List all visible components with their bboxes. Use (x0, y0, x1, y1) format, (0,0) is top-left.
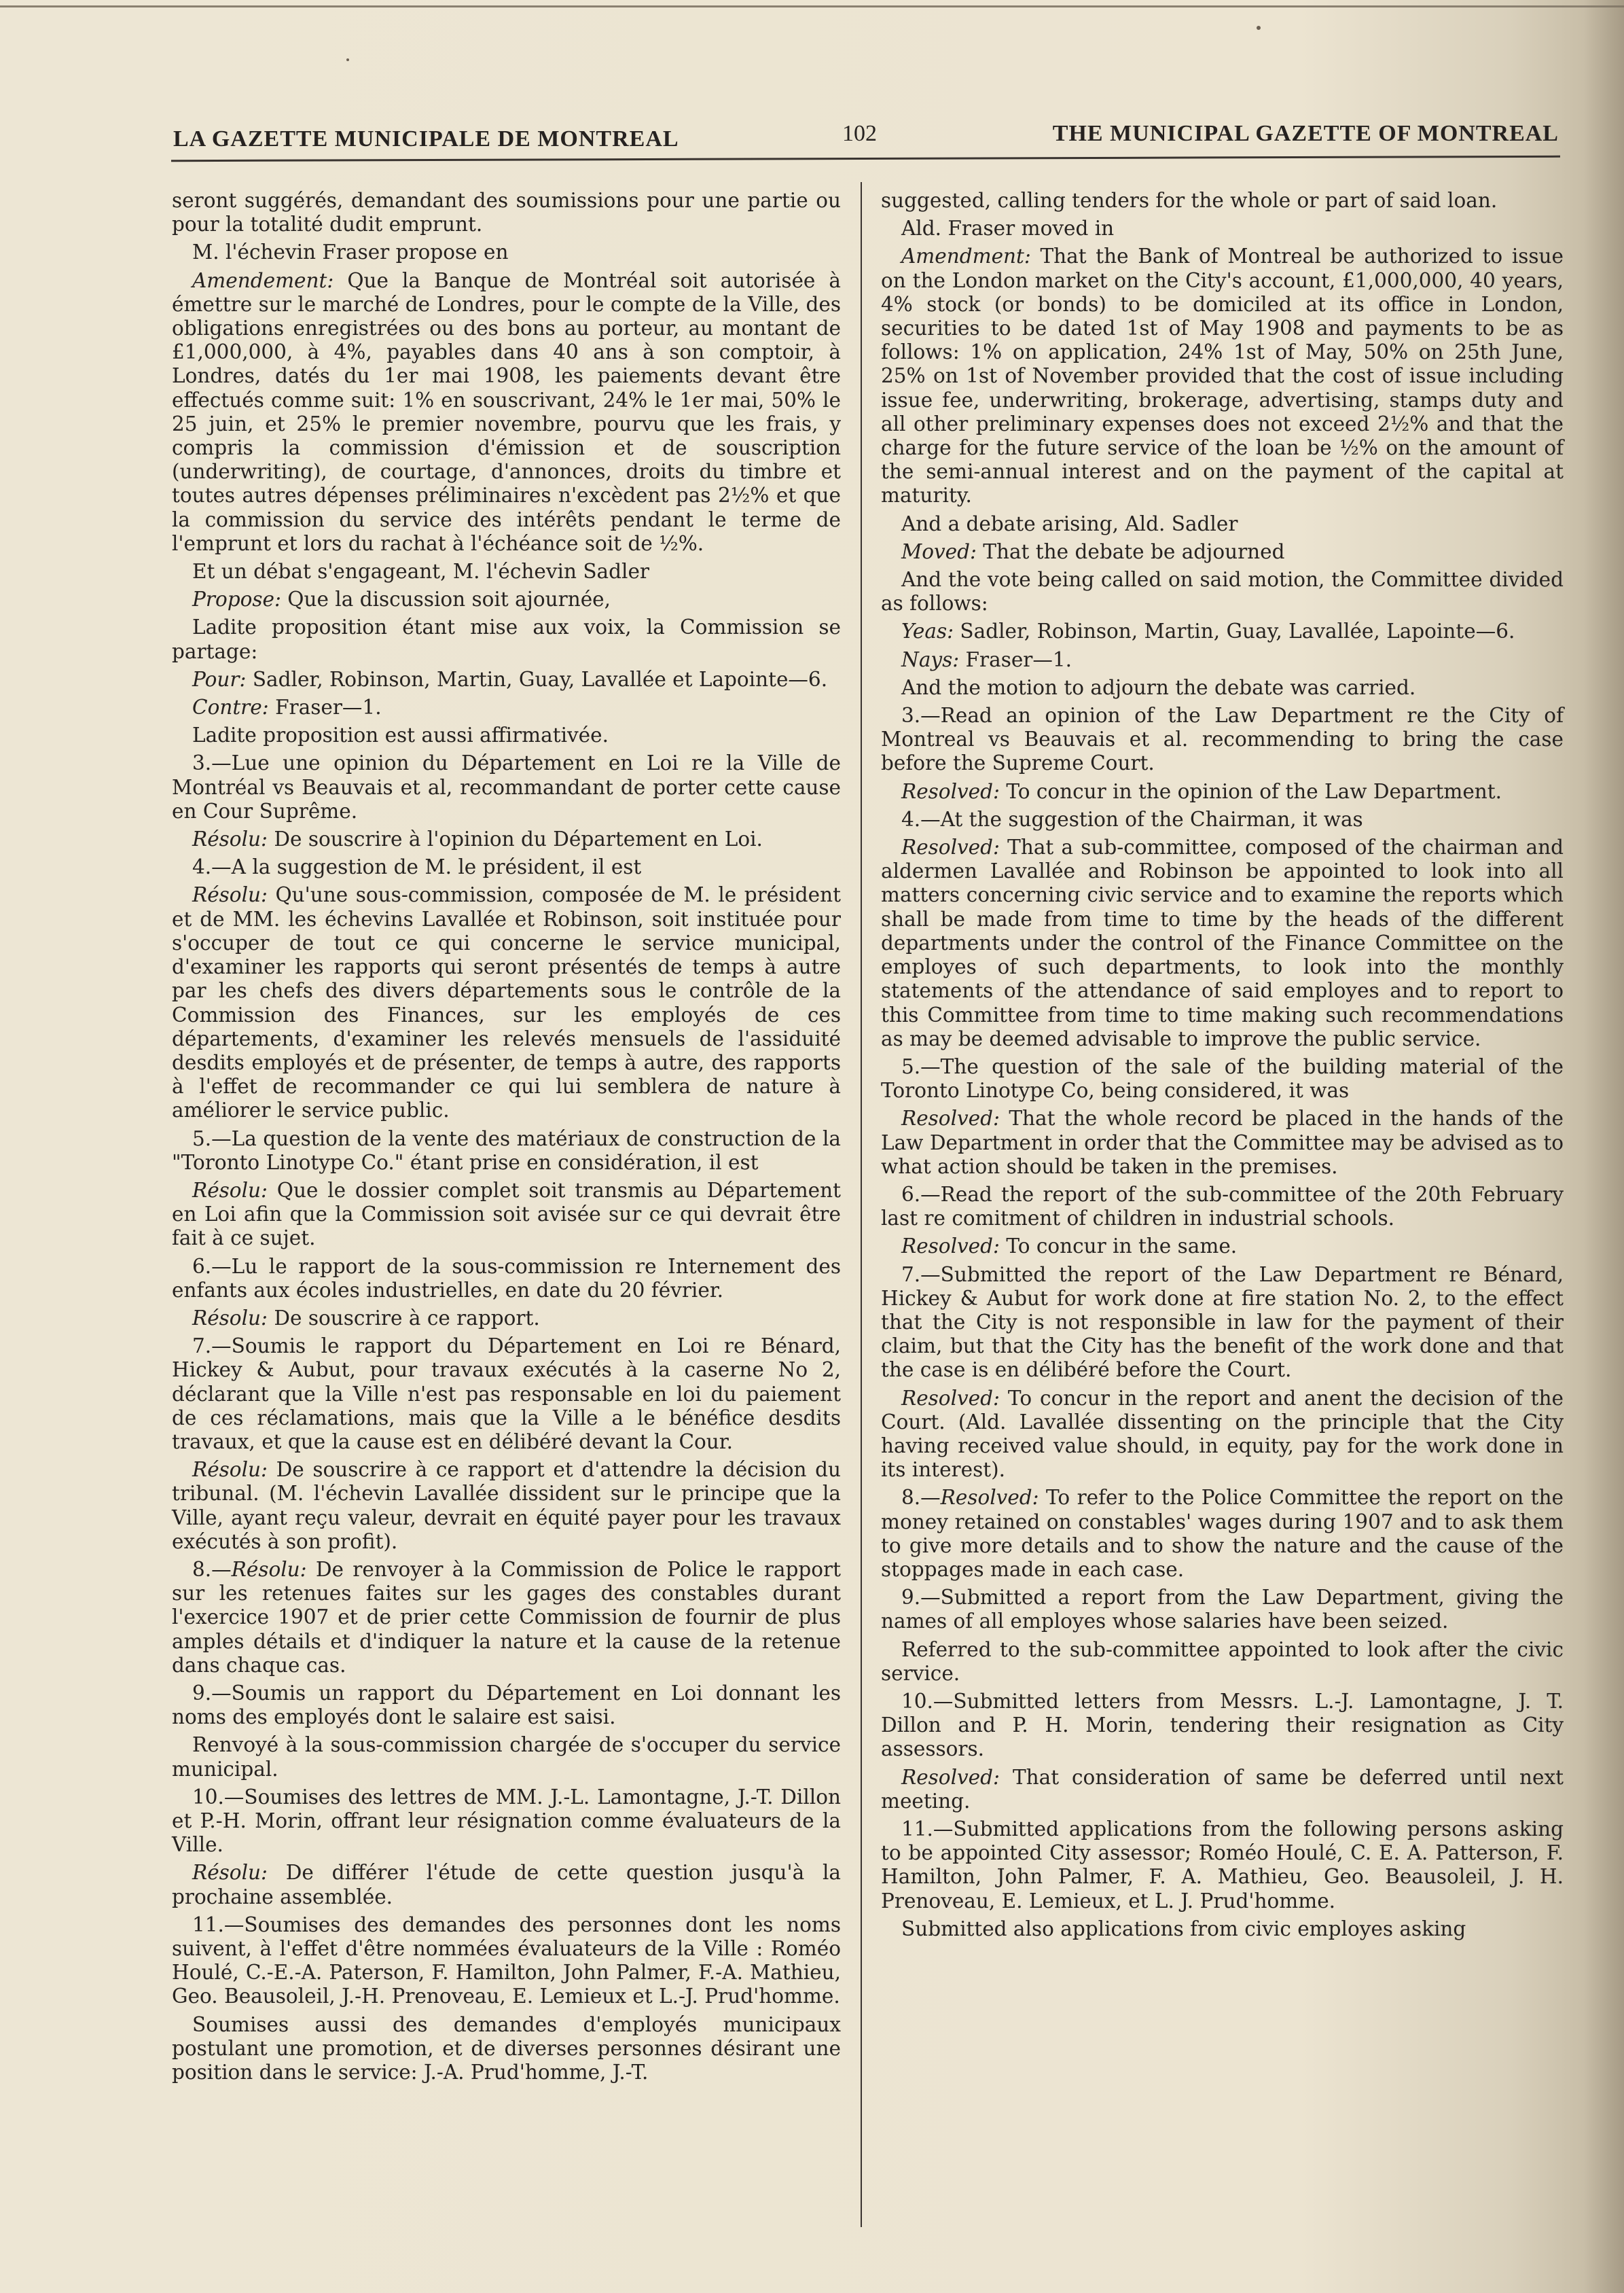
motion-label: Resolved: (901, 836, 1000, 859)
french-paragraph: Renvoyé à la sous-commission chargée de s'occuper du service municipal. (172, 1733, 841, 1781)
french-paragraph: Ladite proposition étant mise aux voix, la Commission se partage: (172, 616, 841, 663)
motion-label: Amendment: (901, 245, 1031, 268)
paragraph-text: De souscrire à ce rapport et d'attendre la décision du tribunal. (M. l'échevin Lavallée dissident sur le principe que la Ville, ayant reçu valeur, devrait en équité payer pour les travaux exécutés à son profit). (172, 1458, 841, 1553)
paragraph-text: To refer to the Police Committee the report on the money retained on constables' wages during 1907 and to ask them to give more details and to show the nature and the cause of the stoppages made in each case. (881, 1486, 1564, 1581)
english-paragraph (881, 1107, 1564, 1179)
paragraph-text: De souscrire à l'opinion du Département en Loi. (267, 828, 763, 851)
french-paragraph: 6.—Lu le rapport de la sous-commission re Internement des enfants aux écoles industrielles, en date du 20 février. (172, 1254, 841, 1302)
header-title-french: LA GAZETTE MUNICIPALE DE MONTREAL (173, 126, 679, 152)
english-paragraph: suggested, calling tenders for the whole or part of said loan. (881, 189, 1498, 212)
motion-label: Amendement: (192, 268, 334, 292)
paragraph-text: To concur in the report and anent the decision of the Court. (Ald. Lavallée dissenting on the principle that the City having received value should, in equity, pay for the work done in its interest). (881, 1386, 1564, 1482)
english-paragraph (881, 648, 1564, 672)
french-paragraph (172, 269, 841, 556)
motion-label: Résolu: (192, 1178, 268, 1202)
paragraph-text: Que le dossier complet soit transmis au Département en Loi afin que la Commission soit avisée sur ce qui devrait être fait à ce sujet. (172, 1178, 841, 1250)
column-divider (861, 182, 862, 2227)
english-paragraph (881, 245, 1564, 508)
english-paragraph: 3.—Read an opinion of the Law Department re the City of Montreal vs Beauvais et al. recommending to bring the case before the Supreme Court. (881, 704, 1564, 775)
paragraph-text: To concur in the opinion of the Law Department. (999, 779, 1502, 803)
french-paragraph (172, 1558, 841, 1677)
english-paragraph: 11.—Submitted applications from the following persons asking to be appointed City assessor; Roméo Houlé, C. E. A. Patterson, F. Hamilton, John Palmer, F. A. Mathieu, Geo. Beausoleil, J. H. Prenoveau, E. Lemieux, et L. J. Prud'homme. (881, 1817, 1564, 1913)
motion-label: Résolu: (192, 1458, 268, 1482)
paragraph-text: That a sub-committee, composed of the chairman and aldermen Lavallée and Robinson be appointed to look into all matters concerning civic service and to examine the reports which shall be made from time to time by the heads of the different departments under the control of the Finance Committee on the employes of such departments, to look into the monthly statements of the attendance of said employes and to report to this Committee from time to time making such recommendations as may be deemed advisable to improve the public service. (881, 836, 1564, 1050)
french-paragraph: Ladite proposition est aussi affirmativée. (192, 724, 609, 747)
french-paragraph: 9.—Soumis un rapport du Département en Loi donnant les noms des employés dont le salaire est saisi. (172, 1681, 841, 1729)
french-paragraph: 7.—Soumis le rapport du Département en Loi re Bénard, Hickey & Aubut, pour travaux exécutés à la caserne No 2, déclarant que la Ville n'est pas responsable en loi du paiement de ces réclamations, mais que la Ville a le bénéfice desdits travaux, et que la cause est en délibéré devant la Cour. (172, 1334, 841, 1453)
french-paragraph: 10.—Soumises des lettres de MM. J.-L. Lamontagne, J.-T. Dillon et P.-H. Morin, offrant leur résignation comme évaluateurs de la Ville. (172, 1785, 841, 1857)
french-paragraph (172, 588, 841, 611)
english-paragraph: 4.—At the suggestion of the Chairman, it was (901, 807, 1363, 831)
french-paragraph: seront suggérés, demandant des soumissions pour une partie ou pour la totalité dudit emprunt. (172, 189, 841, 236)
motion-label: Resolved: (901, 1765, 1000, 1789)
french-paragraph: Soumises aussi des demandes d'employés municipaux postulant une promotion, et de diverses personnes désirant une position dans le service: J.-A. Prud'homme, J.-T. (172, 2012, 841, 2084)
english-paragraph (881, 1766, 1564, 1813)
paragraph-text: That the Bank of Montreal be authorized to issue on the London market on the City's account, £1,000,000, 40 years, 4% stock (or bonds) to be domiciled at its office in London, securities to be dated 1st of May 1908 and payments to be as follows: 1% on application, 24% 1st of May, 50% on 25th June, 25% on 1st of November provided that the cost of issue including issue fee, underwriting, brokerage, advertising, stamps duty and all other preliminary expenses does not exceed 2½% and that the charge for the future service of the loan be ½% on the amount of the semi-annual interest and on the payment of the capital at maturity. (881, 245, 1564, 508)
english-paragraph: Referred to the sub-committee appointed to look after the civic service. (881, 1637, 1564, 1685)
french-paragraph (172, 668, 841, 692)
french-paragraph: 4.—A la suggestion de M. le président, il est (192, 855, 642, 879)
french-paragraph: 11.—Soumises des demandes des personnes dont les noms suivent, à l'effet d'être nommées évaluateurs de la Ville : Roméo Houlé, C.-E.-A. Paterson, F. Hamilton, John Palmer, F.-A. Mathieu, Geo. Beausoleil, J.-H. Prenoveau, E. Lemieux et L.-J. Prud'homme. (172, 1913, 841, 2008)
paragraph-text: De renvoyer à la Commission de Police le rapport sur les retenues faites sur les gages des constables durant l'exercice 1907 et de prier cette Commission de fournir de plus amples détails et d'indiquer la nature et la cause de la retenue dans chaque cas. (172, 1557, 841, 1677)
motion-label: Résolu: (192, 828, 268, 851)
french-column (172, 189, 841, 2088)
paragraph-text: De différer l'étude de cette question jusqu'à la prochaine assemblée. (172, 1861, 841, 1908)
paragraph-text: Sadler, Robinson, Martin, Guay, Lavallée, Lapointe—6. (954, 620, 1515, 643)
french-paragraph (172, 883, 841, 1122)
english-paragraph: 9.—Submitted a report from the Law Department, giving the names of all employes whose salaries have been seized. (881, 1586, 1564, 1633)
english-paragraph: Submitted also applications from civic employes asking (901, 1917, 1466, 1940)
motion-label: Résolu: (192, 883, 268, 907)
french-paragraph (172, 1179, 841, 1251)
english-paragraph: And a debate arising, Ald. Sadler (901, 512, 1238, 535)
motion-label: Résolu: (192, 1306, 268, 1330)
english-paragraph (881, 1234, 1564, 1258)
french-paragraph: Et un débat s'engageant, M. l'échevin Sadler (192, 560, 649, 584)
item-number: 8.— (192, 1557, 232, 1581)
french-paragraph (172, 1307, 841, 1330)
french-paragraph: M. l'échevin Fraser propose en (192, 241, 509, 264)
paragraph-text: Que la discussion soit ajournée, (281, 588, 611, 611)
english-paragraph (881, 1387, 1564, 1482)
motion-label: Résolu: (231, 1557, 307, 1581)
french-paragraph: 3.—Lue une opinion du Département en Loi re la Ville de Montréal vs Beauvais et al, recommandant de porter cette cause en Cour Suprême. (172, 751, 841, 823)
paragraph-text: De souscrire à ce rapport. (267, 1306, 540, 1330)
motion-label: Resolved: (940, 1486, 1039, 1510)
english-paragraph: Ald. Fraser moved in (901, 217, 1115, 241)
motion-label: Resolved: (901, 779, 1000, 803)
french-paragraph (172, 696, 841, 719)
english-paragraph: And the vote being called on said motion, the Committee divided as follows: (881, 568, 1564, 616)
english-paragraph (881, 620, 1564, 643)
english-paragraph: 7.—Submitted the report of the Law Department re Bénard, Hickey & Aubut for work done at fire station No. 2, to the effect that the City is not responsible in law for the payment of their claim, but that the City has the benefit of the work done and that the case is en délibéré before the Court. (881, 1262, 1564, 1382)
motion-label: Moved: (901, 539, 977, 563)
english-column (881, 189, 1564, 1945)
paragraph-text: Que la Banque de Montréal soit autorisée à émettre sur le marché de Londres, pour le compte de la Ville, des obligations enregistrées ou des bons au porteur, au montant de £1,000,000, à 4%, payables dans 40 ans à son comptoir, à Londres, datés du 1er mai 1908, les paiements devant être effectués comme suit: 1% en souscrivant, 24% le 1er mai, 50% le 25 juin, et 25% le premier novembre, pourvu que les frais, y compris la commission d'émission et de souscription (underwriting), de courtage, d'annonces, droits du timbre et toutes autres dépenses préliminaires n'excèdent pas 2½% et que la commission du service des intérêts pendant le terme de l'emprunt et lors du rachat à l'échéance soit de ½%. (172, 268, 841, 555)
paragraph-text: Sadler, Robinson, Martin, Guay, Lavallée et Lapointe—6. (246, 667, 828, 691)
motion-label: Résolu: (192, 1861, 268, 1885)
print-speck (1257, 26, 1261, 30)
english-paragraph: 5.—The question of the sale of the building material of the Toronto Linotype Co, being considered, it was (881, 1054, 1564, 1103)
paragraph-text: To concur in the same. (999, 1234, 1238, 1258)
print-speck (346, 58, 349, 61)
page-edge-shadow (1583, 0, 1624, 2293)
paragraph-text: Fraser—1. (268, 696, 382, 719)
english-paragraph (881, 540, 1564, 564)
english-paragraph (881, 1486, 1564, 1582)
english-paragraph (881, 780, 1564, 804)
motion-label: Resolved: (901, 1234, 1000, 1258)
paragraph-text: Fraser—1. (959, 647, 1072, 671)
french-paragraph (172, 1458, 841, 1554)
english-paragraph: 6.—Read the report of the sub-committee of the 20th February last re comitment of children in industrial schools. (881, 1182, 1564, 1230)
motion-label: Resolved: (901, 1107, 1000, 1131)
french-paragraph: 5.—La question de la vente des matériaux de construction de la "Toronto Linotype Co." étant prise en considération, il est (172, 1126, 841, 1174)
english-paragraph: 10.—Submitted letters from Messrs. L.-J. Lamontagne, J. T. Dillon and P. H. Morin, tendering their resignation as City assessors. (881, 1689, 1564, 1761)
item-number: 8.— (901, 1486, 941, 1510)
page-number: 102 (842, 121, 877, 146)
paragraph-text: That the debate be adjourned (976, 539, 1285, 563)
french-paragraph (172, 828, 841, 851)
motion-label: Pour: (192, 667, 247, 691)
motion-label: Propose: (192, 588, 281, 611)
motion-label: Nays: (901, 647, 960, 671)
header-title-english: THE MUNICIPAL GAZETTE OF MONTREAL (1052, 121, 1559, 146)
english-paragraph (881, 836, 1564, 1051)
motion-label: Yeas: (901, 620, 954, 643)
top-edge-rule (0, 5, 1624, 7)
english-paragraph: And the motion to adjourn the debate was carried. (901, 675, 1416, 699)
motion-label: Resolved: (901, 1386, 1000, 1410)
paragraph-text: That consideration of same be deferred until next meeting. (881, 1765, 1564, 1813)
french-paragraph (172, 1861, 841, 1908)
paragraph-text: That the whole record be placed in the hands of the Law Department in order that the Committee may be advised as to what action should be taken in the premises. (881, 1107, 1564, 1178)
paragraph-text: Qu'une sous-commission, composée de M. le président et de MM. les échevins Lavallée et Robinson, soit instituée pour s'occuper de tout ce qui concerne le service municipal, d'examiner les rapports qui seront présentés de temps à autre par les chefs des divers départements sous le contrôle de la Commission des Finances, sur les employés de ces départements, d'examiner les relevés mensuels de l'assiduité desdits employés et de présenter, de temps à autre, des rapports à l'effet de recommander ce qui lui semblera de nature à améliorer le service public. (172, 883, 841, 1122)
motion-label: Contre: (192, 696, 269, 719)
